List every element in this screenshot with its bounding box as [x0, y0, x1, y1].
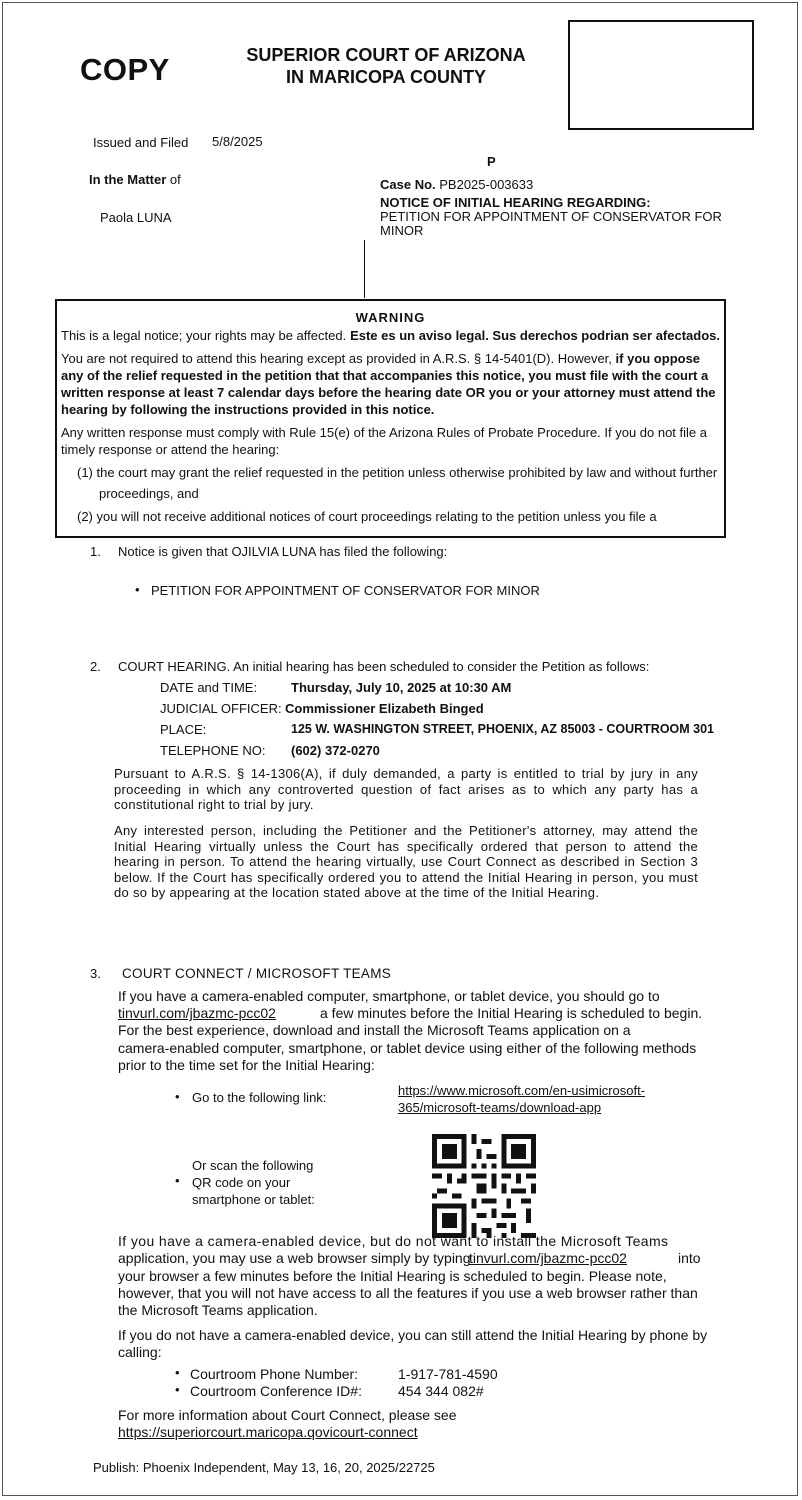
- date-value: Thursday, July 10, 2025 at 10:30 AM: [291, 680, 512, 695]
- section3-p1-line1: If you have a camera-enabled computer, smartphone, or tablet device, you should go to: [118, 988, 660, 1004]
- qr-instructions-line3: smartphone or tablet:: [192, 1192, 315, 1207]
- section1-number: 1.: [90, 544, 101, 559]
- notice-title-block: [380, 196, 740, 238]
- section2-text: COURT HEARING. An initial hearing has been scheduled to consider the Petition as follows:: [118, 659, 650, 674]
- teams-download-link-line2: 365/microsoft-teams/download-app: [398, 1100, 602, 1115]
- section3-p1-line3: For the best experience, download and install the Microsoft Teams application on a: [118, 1022, 631, 1038]
- section3-p2-line5: the Microsoft Teams application.: [118, 1302, 318, 1318]
- filing-stamp-box: [568, 20, 754, 130]
- telephone-label: TELEPHONE NO:: [160, 743, 266, 758]
- conference-id-label: Courtroom Conference ID#:: [190, 1383, 362, 1399]
- section3-p3-line1: If you do not have a camera-enabled device, you can still attend the Initial Hearing by phone by: [118, 1327, 708, 1343]
- bullet-dot-conference: •: [175, 1382, 180, 1397]
- tinyurl-link-1[interactable]: tinvurl.com/jbazmc-pcc02: [118, 1005, 276, 1021]
- section3-p2-line4: however, that you will not have access to all the features if you use a web browser rather than: [118, 1285, 698, 1301]
- section3-p2-line2: application, you may use a web browser simply by typing: [118, 1250, 471, 1266]
- court-title-line2: IN MARICOPA COUNTY: [286, 67, 486, 87]
- qr-instructions-line2: QR code on your: [192, 1175, 291, 1190]
- publish-footer: Publish: Phoenix Independent, May 13, 16, 20, 2025/22725: [93, 1460, 435, 1475]
- court-connect-link[interactable]: https://superiorcourt.maricopa.qovicourt-connect: [118, 1424, 418, 1440]
- courtroom-phone-label: Courtroom Phone Number:: [190, 1366, 359, 1382]
- warning-item-1-text: (1) the court may grant the relief requested in the petition unless otherwise prohibited by law and without further: [77, 465, 718, 480]
- divider-line: [364, 240, 365, 298]
- qr-code-image[interactable]: [432, 1134, 536, 1238]
- party-name: Paola LUNA: [100, 210, 172, 225]
- section2-jury-paragraph: Pursuant to A.R.S. § 14-1306(A), if duly demanded, a party is entitled to trial by jury in any proceeding in which any controverted question of fact arises as to which any party has a constitutional right to trial by jury.: [114, 766, 698, 812]
- place-value: 125 W. WASHINGTON STREET, PHOENIX, AZ 85003 - COURTROOM 301: [291, 722, 715, 736]
- warning-p1-bold: if you oppose any of the relief requested in the petition that that accompanies this notice, you must file with the court a written response at least 7 calendar days before the hearing date OR you or your attorney must attend the hearing by following the instructions provided in this notice.: [61, 351, 716, 417]
- matter-label: [89, 172, 181, 187]
- warning-line-spanish: Este es un aviso legal. Sus derechos podrian ser afectados.: [350, 328, 720, 343]
- warning-item-1: [61, 464, 720, 502]
- issued-label: Issued and Filed: [93, 135, 189, 150]
- warning-item-1-cont: proceedings, and: [99, 486, 199, 501]
- warning-p1-normal: You are not required to attend this hearing except as provided in A.R.S. § 14-5401(D). However,: [61, 351, 616, 366]
- case-no-value: PB2025-003633: [435, 177, 534, 192]
- notice-title: NOTICE OF INITIAL HEARING REGARDING:: [380, 195, 651, 210]
- section3-p1-line2: a few minutes before the Initial Hearing is scheduled to begin.: [320, 1005, 703, 1021]
- section1-text: Notice is given that OJILVIA LUNA has filed the following:: [118, 544, 448, 559]
- section2-number: 2.: [90, 659, 101, 674]
- place-label: PLACE:: [160, 722, 207, 737]
- conference-id-value: 454 344 082#: [398, 1383, 484, 1399]
- warning-paragraph-2: Any written response must comply with Rule 15(e) of the Arizona Rules of Probate Procedure. If you do not file a timely response or attend the hearing:: [61, 425, 707, 457]
- p-mark: P: [487, 154, 496, 169]
- section1-bullet-dot: •: [135, 582, 140, 597]
- warning-box: [55, 299, 726, 538]
- section1-bullet-text: PETITION FOR APPOINTMENT OF CONSERVATOR FOR MINOR: [151, 583, 540, 598]
- section3-number: 3.: [90, 966, 101, 981]
- warning-bilingual-line: [61, 327, 720, 344]
- warning-paragraph-1: [61, 350, 720, 418]
- court-title: [200, 44, 572, 88]
- telephone-value: (602) 372-0270: [291, 743, 380, 758]
- section3-p3-line2: calling:: [118, 1344, 162, 1360]
- warning-line-english: This is a legal notice; your rights may be affected.: [61, 328, 347, 343]
- case-number: [380, 177, 533, 192]
- section3-p1-line5: prior to the time set for the Initial Hearing:: [118, 1057, 375, 1073]
- section3-p2-line3: your browser a few minutes before the Initial Hearing is scheduled to begin. Please note,: [118, 1268, 667, 1284]
- more-info-text: For more information about Court Connect, please see: [118, 1407, 457, 1423]
- bullet-dot-link: •: [175, 1089, 180, 1104]
- case-no-label: Case No.: [380, 177, 436, 192]
- court-title-line1: SUPERIOR COURT OF ARIZONA: [246, 45, 526, 65]
- warning-item-2: (2) you will not receive additional notices of court proceedings relating to the petition unless you file a: [77, 509, 657, 524]
- date-label: DATE and TIME:: [160, 680, 258, 695]
- section3-title: COURT CONNECT / MICROSOFT TEAMS: [122, 966, 392, 981]
- notice-subtitle-1: PETITION FOR APPOINTMENT OF CONSERVATOR FOR: [380, 209, 722, 224]
- officer-value: Commissioner Elizabeth Binged: [285, 701, 484, 716]
- matter-label-rest: of: [166, 172, 181, 187]
- section3-p2-into: into: [678, 1250, 701, 1266]
- copy-stamp: COPY: [80, 52, 170, 87]
- teams-download-link[interactable]: [398, 1082, 645, 1116]
- bullet-dot-qr: •: [175, 1173, 180, 1188]
- matter-label-bold: In the Matter: [89, 172, 167, 187]
- teams-download-link-line1: https://www.microsoft.com/en-usimicrosoft-: [398, 1083, 646, 1098]
- qr-instructions: [192, 1157, 315, 1208]
- courtroom-phone-value: 1-917-781-4590: [398, 1366, 498, 1382]
- section2-virtual-paragraph: Any interested person, including the Petitioner and the Petitioner's attorney, may attend the Initial Hearing virtually unless the Court has specifically ordered that person to attend the hearing in person. To attend the hearing virtually, use Court Connect as described in Section 3 below. If the Court has specifically ordered you to attend the Initial Hearing in person, you must do so by appearing at the location stated above at the time of the Initial Hearing.: [114, 823, 698, 900]
- section3-p1-line4: camera-enabled computer, smartphone, or tablet device using either of the following methods: [118, 1040, 697, 1056]
- warning-heading: WARNING: [355, 310, 426, 325]
- section3-p2-line1: If you have a camera-enabled device, but do not want to install the Microsoft Teams: [118, 1233, 669, 1249]
- issued-date: 5/8/2025: [212, 134, 263, 149]
- qr-instructions-line1: Or scan the following: [192, 1158, 314, 1173]
- download-link-label: Go to the following link:: [192, 1090, 327, 1105]
- notice-subtitle-2: MINOR: [380, 223, 424, 238]
- bullet-dot-phone: •: [175, 1365, 180, 1380]
- officer-label: JUDICIAL OFFICER:: [160, 701, 282, 716]
- tinyurl-link-2[interactable]: tinvurl.com/jbazmc-pcc02: [469, 1250, 627, 1266]
